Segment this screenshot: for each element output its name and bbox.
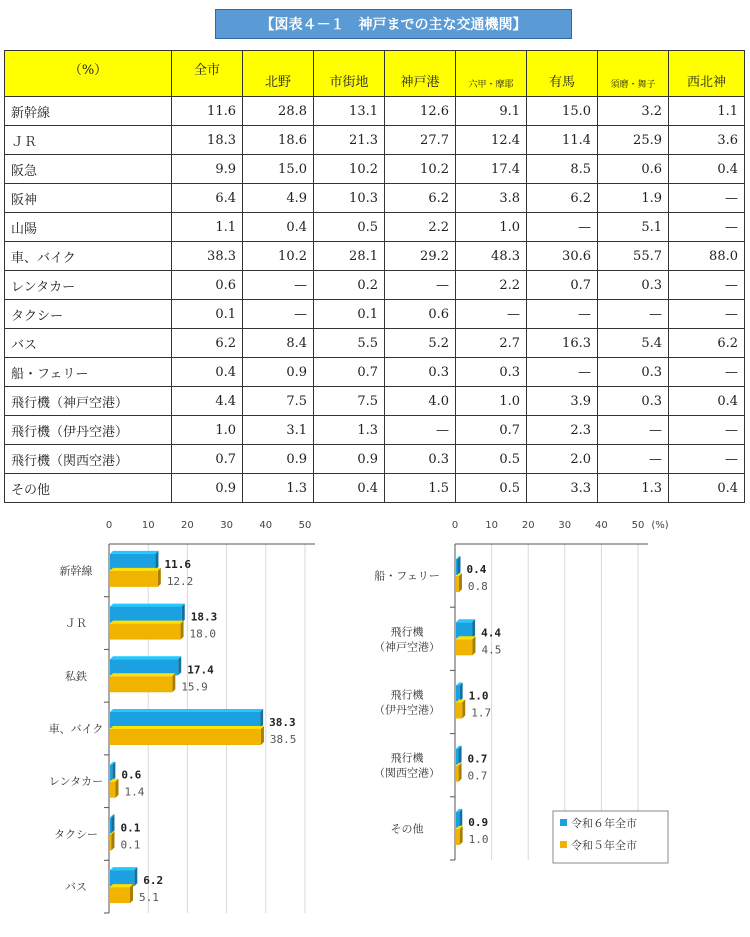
table-cell: 0.7: [314, 358, 385, 387]
table-cell: 3.8: [456, 184, 527, 213]
bar: [110, 729, 261, 745]
table-cell: 1.3: [314, 416, 385, 445]
table-cell: 2.2: [385, 213, 456, 242]
table-cell: —: [669, 184, 745, 213]
bar: [110, 870, 134, 886]
table-cell: 29.2: [385, 242, 456, 271]
bar-top: [110, 656, 181, 659]
data-label: 38.5: [269, 733, 297, 746]
data-label: 18.3: [190, 610, 218, 624]
table-cell: 2.0: [527, 445, 598, 474]
table-cell: 30.6: [527, 242, 598, 271]
table-cell: 27.7: [385, 126, 456, 155]
bar-side: [460, 683, 463, 702]
table-cell: 0.3: [598, 271, 669, 300]
bar-side: [261, 726, 264, 745]
bar: [110, 782, 115, 798]
bar-top: [110, 726, 264, 729]
table-cell: 4.9: [243, 184, 314, 213]
data-label: 0.4: [466, 563, 487, 577]
table-cell: 1.0: [456, 213, 527, 242]
table-cell: 1.0: [456, 387, 527, 416]
table-cell: 0.3: [598, 358, 669, 387]
data-label: 0.8: [467, 580, 488, 594]
table-cell: 15.0: [527, 97, 598, 126]
table-corner-label: （%）: [5, 51, 172, 97]
table-cell: 1.9: [598, 184, 669, 213]
bar-top: [110, 551, 158, 554]
bar-side: [462, 700, 465, 719]
bar-side: [472, 619, 475, 638]
data-label: 0.7: [467, 769, 488, 783]
table-cell: 5.5: [314, 329, 385, 358]
bar-side: [460, 826, 463, 845]
table-cell: 6.2: [385, 184, 456, 213]
tick-label: 0: [451, 520, 459, 531]
column-header: 西北神: [669, 51, 745, 97]
data-label: 0.1: [120, 838, 141, 852]
bar: [456, 559, 458, 575]
table-cell: 15.0: [243, 155, 314, 184]
table-cell: 0.1: [314, 300, 385, 329]
legend-label: 令和５年全市: [571, 839, 637, 852]
table-cell: 0.9: [314, 445, 385, 474]
table-cell: 8.5: [527, 155, 598, 184]
category-label: （関西空港）: [374, 766, 440, 780]
bar-side: [459, 809, 462, 828]
column-header: 全市: [172, 51, 243, 97]
table-cell: 13.1: [314, 97, 385, 126]
table-cell: 9.1: [456, 97, 527, 126]
table-cell: 11.6: [172, 97, 243, 126]
category-label: バス: [65, 880, 87, 894]
table-cell: 25.9: [598, 126, 669, 155]
data-label: 12.2: [166, 574, 194, 588]
column-header: 北野: [243, 51, 314, 97]
page-title: 【図表４－１ 神戸までの主な交通機関】: [215, 9, 572, 39]
data-label: 6.2: [143, 874, 164, 888]
table-cell: 10.3: [314, 184, 385, 213]
table-cell: 18.3: [172, 126, 243, 155]
table-cell: —: [669, 213, 745, 242]
table-cell: 10.2: [385, 155, 456, 184]
row-label: 飛行機（関西空港）: [5, 445, 172, 474]
table-cell: 0.4: [314, 474, 385, 503]
bar-side: [134, 867, 137, 886]
table-cell: 0.9: [243, 358, 314, 387]
table-cell: 48.3: [456, 242, 527, 271]
tick-label: 30: [558, 520, 572, 531]
table-cell: 0.4: [243, 213, 314, 242]
table-cell: 0.6: [385, 300, 456, 329]
tick-label: 40: [595, 520, 608, 531]
category-label: ＪＲ: [65, 617, 87, 631]
table-cell: 7.5: [314, 387, 385, 416]
bar: [110, 554, 155, 570]
data-label: 15.9: [181, 680, 208, 694]
bar: [110, 571, 158, 587]
row-label: その他: [5, 474, 172, 503]
data-label: 4.4: [481, 626, 501, 640]
column-header: 市街地: [314, 51, 385, 97]
data-label: 0.6: [121, 768, 142, 782]
bar: [456, 829, 460, 845]
bar-side: [459, 573, 462, 592]
row-label: レンタカー: [5, 271, 172, 300]
bar-top: [110, 621, 184, 624]
table-cell: —: [527, 358, 598, 387]
row-label: 飛行機（伊丹空港）: [5, 416, 172, 445]
table-cell: 0.7: [456, 416, 527, 445]
data-label: 0.9: [468, 815, 489, 829]
legend-label: 令和６年全市: [571, 817, 637, 830]
bar-side: [155, 551, 158, 570]
bar-top: [456, 636, 475, 639]
bar: [110, 765, 112, 781]
table-cell: 1.1: [172, 213, 243, 242]
table-cell: 0.3: [385, 358, 456, 387]
bar: [456, 749, 459, 765]
category-label: （伊丹空港）: [374, 703, 440, 717]
table-cell: 88.0: [669, 242, 745, 271]
table-cell: 0.3: [598, 387, 669, 416]
bar-side: [472, 636, 475, 655]
table-cell: 0.5: [314, 213, 385, 242]
data-label: 1.0: [468, 832, 489, 846]
bar-top: [110, 673, 175, 676]
bar-top: [110, 867, 137, 870]
row-label: バス: [5, 329, 172, 358]
table-cell: —: [669, 300, 745, 329]
data-label: 4.5: [481, 643, 502, 657]
table-cell: 0.4: [669, 387, 745, 416]
table-cell: 0.4: [172, 358, 243, 387]
table-cell: 2.2: [456, 271, 527, 300]
table-cell: 0.1: [172, 300, 243, 329]
bar: [456, 622, 472, 638]
table-cell: 55.7: [598, 242, 669, 271]
data-label: 1.7: [471, 706, 492, 720]
bar-top: [110, 568, 161, 571]
legend-swatch: [560, 841, 567, 848]
tick-label: 10: [141, 520, 155, 531]
tick-label: 10: [485, 520, 498, 531]
table-cell: 0.7: [172, 445, 243, 474]
bar-side: [181, 621, 184, 640]
table-cell: 1.3: [243, 474, 314, 503]
table-cell: 1.0: [172, 416, 243, 445]
bar-side: [158, 568, 161, 587]
category-label: 新幹線: [59, 564, 93, 578]
table-cell: 16.3: [527, 329, 598, 358]
table-cell: 0.5: [456, 445, 527, 474]
table-cell: 11.4: [527, 126, 598, 155]
bar: [456, 766, 459, 782]
category-label: 飛行機: [390, 751, 424, 765]
tick-label: 40: [259, 520, 273, 531]
bar: [110, 676, 172, 692]
data-label: 0.1: [120, 821, 141, 835]
table-cell: 0.3: [456, 358, 527, 387]
row-label: 阪急: [5, 155, 172, 184]
bar-side: [115, 779, 118, 798]
bar: [110, 834, 112, 850]
table-cell: 1.3: [598, 474, 669, 503]
table-cell: —: [598, 300, 669, 329]
table-cell: 3.9: [527, 387, 598, 416]
table-cell: 7.5: [243, 387, 314, 416]
column-header: 神戸港: [385, 51, 456, 97]
table-cell: —: [385, 416, 456, 445]
table-cell: —: [669, 416, 745, 445]
axis-unit: (%): [651, 520, 669, 531]
category-label: レンタカー: [48, 775, 104, 789]
tick-label: 30: [220, 520, 233, 531]
table-cell: —: [527, 213, 598, 242]
bar-side: [172, 673, 175, 692]
table-cell: 9.9: [172, 155, 243, 184]
table-cell: 3.1: [243, 416, 314, 445]
column-header: 六甲・摩耶: [456, 51, 527, 97]
category-label: 飛行機: [390, 625, 424, 639]
data-label: 0.7: [467, 752, 488, 766]
category-label: 船・フェリー: [374, 569, 440, 583]
bar-side: [459, 746, 462, 765]
bar: [110, 887, 130, 903]
bar: [456, 812, 459, 828]
table-cell: 0.4: [669, 155, 745, 184]
data-label: 18.0: [189, 627, 217, 641]
row-label: タクシー: [5, 300, 172, 329]
table-cell: —: [669, 271, 745, 300]
row-label: ＪＲ: [5, 126, 172, 155]
table-cell: 10.2: [243, 242, 314, 271]
category-label: 飛行機: [390, 688, 424, 702]
bar-side: [130, 884, 133, 903]
row-label: 船・フェリー: [5, 358, 172, 387]
table-cell: 17.4: [456, 155, 527, 184]
table-cell: 4.4: [172, 387, 243, 416]
bar-top: [110, 709, 263, 712]
table-cell: —: [243, 300, 314, 329]
row-label: 山陽: [5, 213, 172, 242]
bar-side: [178, 656, 181, 675]
bar: [456, 576, 459, 592]
table-cell: 8.4: [243, 329, 314, 358]
bar: [456, 639, 472, 655]
bar-side: [112, 814, 115, 833]
table-cell: 12.6: [385, 97, 456, 126]
category-label: タクシー: [54, 827, 98, 841]
table-cell: —: [527, 300, 598, 329]
column-header: 有馬: [527, 51, 598, 97]
bar-side: [112, 762, 115, 781]
table-cell: —: [385, 271, 456, 300]
bar: [110, 712, 260, 728]
tick-label: 20: [521, 520, 535, 531]
table-cell: —: [456, 300, 527, 329]
bar-side: [459, 763, 462, 782]
bar-top: [456, 619, 475, 622]
table-cell: 0.6: [172, 271, 243, 300]
table-cell: 3.6: [669, 126, 745, 155]
bar: [456, 703, 462, 719]
table-cell: 0.7: [527, 271, 598, 300]
table-cell: 4.0: [385, 387, 456, 416]
table-cell: —: [669, 445, 745, 474]
bar-side: [182, 604, 185, 623]
table-cell: 3.2: [598, 97, 669, 126]
bar: [110, 607, 182, 623]
bar: [456, 686, 460, 702]
table-cell: 0.5: [456, 474, 527, 503]
table-cell: 5.4: [598, 329, 669, 358]
data-label: 1.0: [468, 689, 489, 703]
table-cell: —: [598, 416, 669, 445]
data-label: 5.1: [138, 891, 159, 905]
tick-label: 20: [181, 520, 194, 531]
table-cell: 28.1: [314, 242, 385, 271]
category-label: （神戸空港）: [374, 640, 440, 654]
data-label: 11.6: [164, 557, 191, 571]
table-cell: 5.1: [598, 213, 669, 242]
bar: [110, 659, 178, 675]
category-label: その他: [390, 822, 424, 836]
table-cell: 28.8: [243, 97, 314, 126]
table-cell: 0.9: [172, 474, 243, 503]
table-cell: 2.7: [456, 329, 527, 358]
table-cell: —: [243, 271, 314, 300]
bar-top: [110, 604, 185, 607]
bar: [110, 817, 112, 833]
table-cell: 0.2: [314, 271, 385, 300]
table-cell: 18.6: [243, 126, 314, 155]
table-cell: 2.3: [527, 416, 598, 445]
table-cell: —: [598, 445, 669, 474]
tick-label: 50: [298, 520, 312, 531]
data-label: 1.4: [124, 785, 145, 799]
bar-top: [110, 884, 133, 887]
table-cell: 0.6: [598, 155, 669, 184]
table-cell: 0.4: [669, 474, 745, 503]
table-cell: 6.4: [172, 184, 243, 213]
table-cell: 6.2: [669, 329, 745, 358]
bar: [110, 624, 181, 640]
table-cell: 6.2: [527, 184, 598, 213]
row-label: 新幹線: [5, 97, 172, 126]
row-label: 阪神: [5, 184, 172, 213]
table-cell: 1.5: [385, 474, 456, 503]
column-header: 須磨・舞子: [598, 51, 669, 97]
category-label: 私鉄: [65, 669, 87, 683]
row-label: 飛行機（神戸空港）: [5, 387, 172, 416]
legend-swatch: [560, 819, 567, 826]
table-cell: 5.2: [385, 329, 456, 358]
table-cell: 21.3: [314, 126, 385, 155]
table-cell: 3.3: [527, 474, 598, 503]
table-cell: —: [669, 358, 745, 387]
row-label: 車、バイク: [5, 242, 172, 271]
bar-side: [260, 709, 263, 728]
table-cell: 38.3: [172, 242, 243, 271]
bar-side: [112, 831, 115, 850]
tick-label: 50: [631, 520, 645, 531]
table-cell: 0.3: [385, 445, 456, 474]
bar-side: [458, 556, 461, 575]
table-cell: 6.2: [172, 329, 243, 358]
data-label: 17.4: [187, 663, 214, 677]
tick-label: 0: [105, 520, 113, 531]
table-cell: 1.1: [669, 97, 745, 126]
table-cell: 10.2: [314, 155, 385, 184]
table-cell: 0.9: [243, 445, 314, 474]
table-cell: 12.4: [456, 126, 527, 155]
data-label: 38.3: [269, 716, 296, 729]
category-label: 車、バイク: [48, 722, 104, 736]
